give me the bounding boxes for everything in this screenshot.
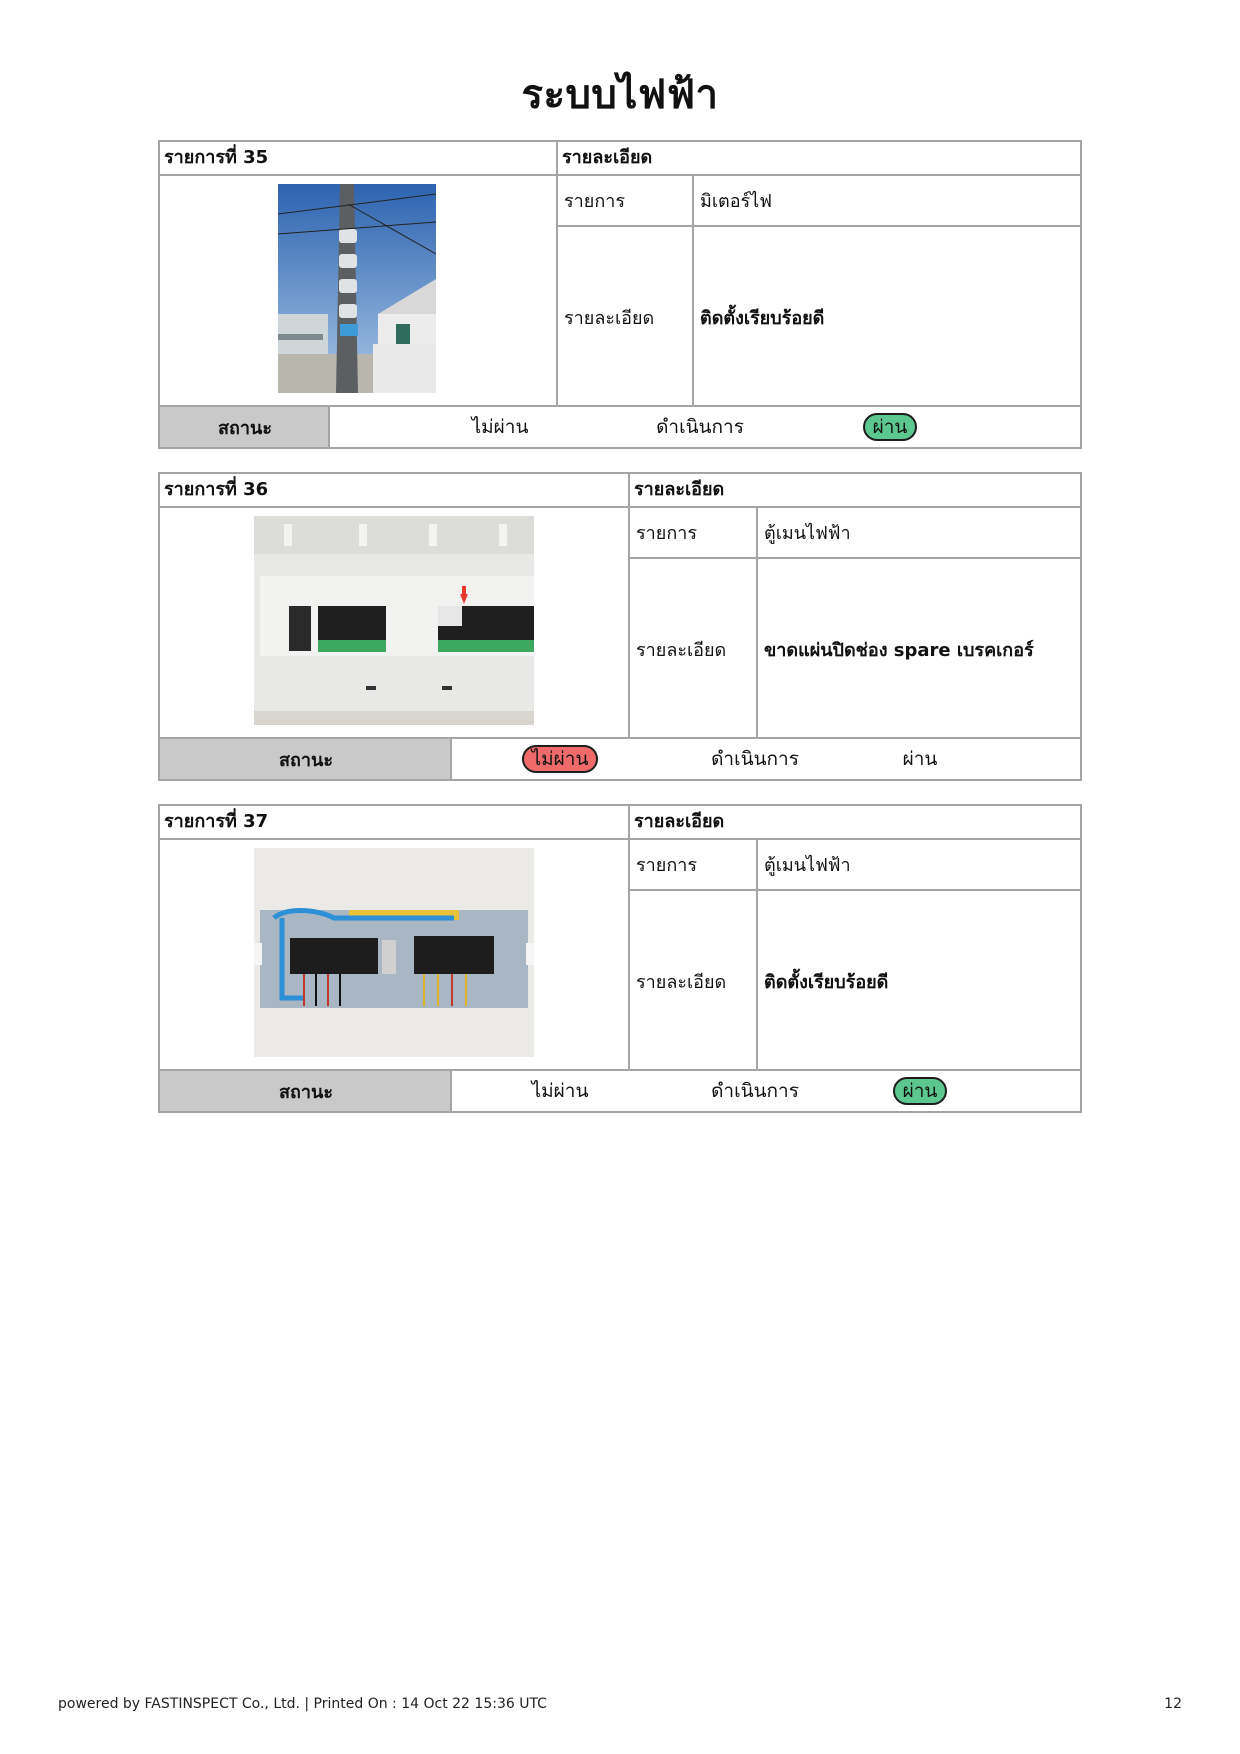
row-value-item: ตู้เมนไฟฟ้า	[764, 523, 851, 544]
row-value-detail: ติดตั้งเรียบร้อยดี	[700, 307, 825, 329]
status-label: สถานะ	[160, 739, 452, 779]
item-number-header: รายการที่ 35	[160, 142, 558, 176]
row-value-item: ตู้เมนไฟฟ้า	[764, 855, 851, 876]
status-option-in-progress[interactable]: ดำเนินการ	[711, 1080, 799, 1102]
item-number-header: รายการที่ 36	[160, 474, 630, 508]
status-option-fail[interactable]: ไม่ผ่าน	[531, 1080, 589, 1102]
row-value-detail: ขาดแผ่นปิดช่อง spare เบรคเกอร์	[764, 639, 1034, 661]
row-value-detail: ติดตั้งเรียบร้อยดี	[764, 971, 889, 993]
status-option-fail[interactable]: ไม่ผ่าน	[471, 416, 529, 438]
row-label-detail: รายละเอียด	[564, 307, 655, 329]
row-label-item: รายการ	[564, 191, 625, 212]
status-row	[160, 737, 1080, 779]
page-number: 12	[1164, 1696, 1182, 1712]
inspection-item-36	[158, 472, 1082, 781]
row-value-item: มิเตอร์ไฟ	[700, 191, 772, 212]
status-label: สถานะ	[160, 407, 330, 447]
row-label-item: รายการ	[636, 855, 697, 876]
inspection-item-35	[158, 140, 1082, 449]
detail-header: รายละเอียด	[558, 142, 1080, 176]
status-option-in-progress[interactable]: ดำเนินการ	[656, 416, 744, 438]
row-label-detail: รายละเอียด	[636, 971, 727, 993]
status-option-fail[interactable]: ไม่ผ่าน	[490, 739, 630, 779]
page-title: ระบบไฟฟ้า	[521, 72, 719, 118]
status-option-pass[interactable]: ผ่าน	[850, 1071, 990, 1111]
electric-pole-meter-photo	[278, 184, 436, 393]
footer-printed-info: powered by FASTINSPECT Co., Ltd. | Printed On : 14 Oct 22 15:36 UTC	[58, 1696, 547, 1712]
open-breaker-panel-wiring-photo	[254, 848, 534, 1057]
status-row	[160, 1069, 1080, 1111]
status-label: สถานะ	[160, 1071, 452, 1111]
row-label-detail: รายละเอียด	[636, 639, 727, 661]
item-number-header: รายการที่ 37	[160, 806, 630, 840]
detail-header: รายละเอียด	[630, 806, 1080, 840]
status-option-in-progress[interactable]: ดำเนินการ	[711, 748, 799, 770]
status-option-pass[interactable]: ผ่าน	[820, 407, 960, 447]
breaker-panel-photo	[254, 516, 534, 725]
row-label-item: รายการ	[636, 523, 697, 544]
status-row	[160, 405, 1080, 447]
status-option-pass[interactable]: ผ่าน	[902, 748, 938, 770]
inspection-item-37	[158, 804, 1082, 1113]
detail-header: รายละเอียด	[630, 474, 1080, 508]
